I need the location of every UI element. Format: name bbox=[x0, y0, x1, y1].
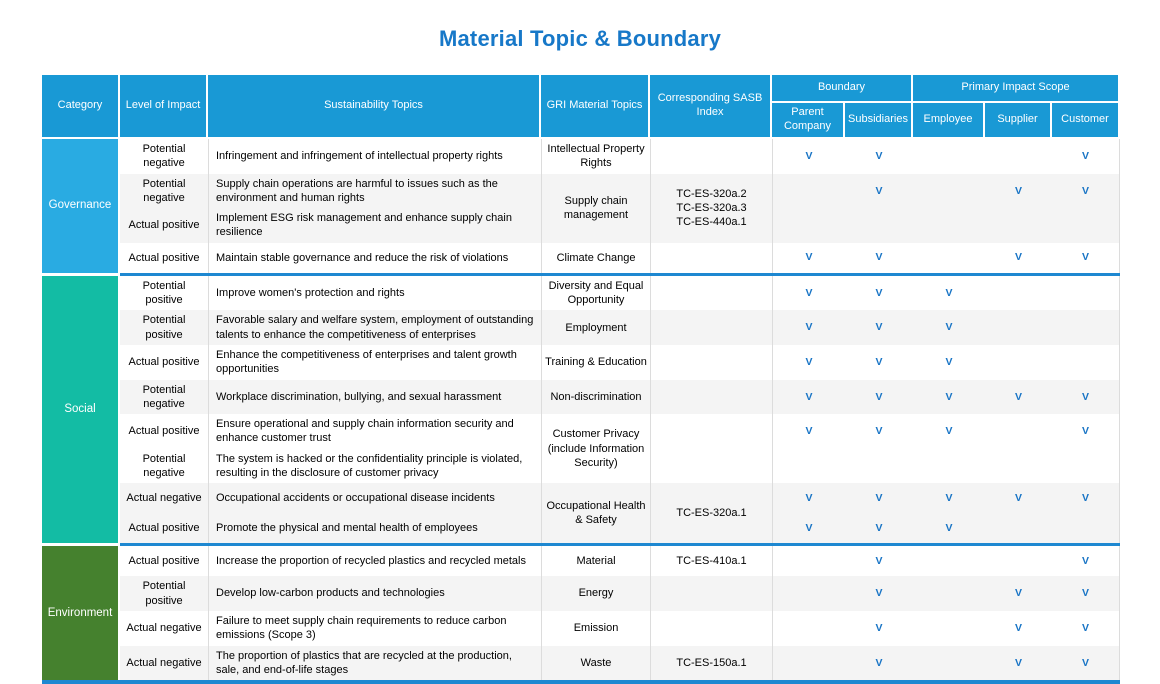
gri-material-topic-cell: Employment bbox=[541, 310, 650, 345]
level-of-impact-cell: Actual positive bbox=[120, 546, 208, 576]
sasb-index-cell bbox=[650, 483, 772, 543]
check-cell-employee bbox=[913, 483, 985, 513]
sasb-index-cell bbox=[650, 243, 772, 273]
table-row bbox=[42, 483, 1120, 513]
sustainability-topic-cell: Maintain stable governance and reduce the risk of violations bbox=[208, 243, 541, 273]
check-mark: V bbox=[875, 321, 883, 334]
sasb-code: TC-ES-440a.1 bbox=[676, 216, 747, 229]
table-row bbox=[42, 174, 1120, 209]
check-cell-subsidiaries bbox=[845, 611, 913, 646]
sustainability-topic-cell: Supply chain operations are harmful to issues such as the environment and human rights bbox=[208, 174, 541, 209]
table-header bbox=[42, 75, 1120, 139]
sasb-code: TC-ES-320a.1 bbox=[676, 507, 747, 520]
check-cell-supplier bbox=[985, 243, 1052, 273]
check-cell-employee bbox=[913, 380, 985, 415]
check-cell-employee bbox=[913, 276, 985, 311]
check-cell-subsidiaries bbox=[845, 208, 913, 243]
check-cell-employee bbox=[913, 139, 985, 174]
level-of-impact-cell: Potential positive bbox=[120, 310, 208, 345]
sasb-index-cell bbox=[650, 611, 772, 646]
check-cell-supplier bbox=[985, 345, 1052, 380]
check-cell-parent-company bbox=[772, 174, 845, 209]
check-mark: V bbox=[1014, 492, 1022, 505]
check-cell-customer bbox=[1052, 611, 1120, 646]
check-cell-customer bbox=[1052, 513, 1120, 543]
check-mark: V bbox=[805, 321, 813, 334]
check-cell-parent-company bbox=[772, 345, 845, 380]
sasb-code: TC-ES-320a.2 bbox=[676, 187, 747, 200]
check-cell-supplier bbox=[985, 546, 1052, 576]
level-of-impact-cell: Actual positive bbox=[120, 414, 208, 449]
check-mark: V bbox=[1014, 621, 1022, 634]
check-cell-employee bbox=[913, 174, 985, 209]
check-cell-subsidiaries bbox=[845, 414, 913, 449]
level-of-impact-cell: Actual positive bbox=[120, 513, 208, 543]
sasb-code: TC-ES-410a.1 bbox=[676, 555, 747, 568]
check-cell-subsidiaries bbox=[845, 576, 913, 611]
check-cell-parent-company bbox=[772, 380, 845, 415]
check-mark: V bbox=[875, 522, 883, 535]
sasb-index-cell bbox=[650, 174, 772, 243]
check-mark: V bbox=[1014, 251, 1022, 264]
check-cell-parent-company bbox=[772, 310, 845, 345]
sasb-index-cell bbox=[650, 576, 772, 611]
check-cell-customer bbox=[1052, 449, 1120, 484]
check-cell-supplier bbox=[985, 576, 1052, 611]
category-cell: Environment bbox=[42, 546, 120, 680]
check-cell-supplier bbox=[985, 449, 1052, 484]
gri-material-topic-cell: Energy bbox=[541, 576, 650, 611]
check-cell-customer bbox=[1052, 310, 1120, 345]
check-cell-subsidiaries bbox=[845, 243, 913, 273]
check-cell-customer bbox=[1052, 276, 1120, 311]
check-cell-supplier bbox=[985, 310, 1052, 345]
gri-material-topic-cell: Intellectual Property Rights bbox=[541, 139, 650, 174]
check-cell-subsidiaries bbox=[845, 380, 913, 415]
check-mark: V bbox=[805, 492, 813, 505]
check-mark: V bbox=[945, 321, 953, 334]
level-of-impact-cell: Actual positive bbox=[120, 345, 208, 380]
check-cell-subsidiaries bbox=[845, 483, 913, 513]
table-row bbox=[42, 276, 1120, 311]
level-of-impact-cell: Actual negative bbox=[120, 646, 208, 681]
check-cell-subsidiaries bbox=[845, 646, 913, 681]
page-title: Material Topic & Boundary bbox=[438, 26, 722, 51]
table-body bbox=[42, 139, 1120, 684]
check-mark: V bbox=[875, 149, 883, 162]
check-mark: V bbox=[1014, 587, 1022, 600]
level-of-impact-cell: Potential negative bbox=[120, 449, 208, 484]
column-header-level-of-impact: Level of Impact bbox=[120, 75, 208, 139]
check-mark: V bbox=[805, 286, 813, 299]
column-header-gri-material-topics: GRI Material Topics bbox=[541, 75, 650, 139]
check-cell-customer bbox=[1052, 414, 1120, 449]
column-group-primary-impact-scope: Primary Impact Scope bbox=[913, 75, 1120, 103]
table-row bbox=[42, 414, 1120, 449]
check-mark: V bbox=[1014, 656, 1022, 669]
check-cell-employee bbox=[913, 513, 985, 543]
check-mark: V bbox=[1082, 251, 1090, 264]
sustainability-topic-cell: Increase the proportion of recycled plastics and recycled metals bbox=[208, 546, 541, 576]
check-mark: V bbox=[805, 355, 813, 368]
check-mark: V bbox=[945, 355, 953, 368]
header-row-groups bbox=[42, 75, 1120, 103]
check-cell-subsidiaries bbox=[845, 513, 913, 543]
check-mark: V bbox=[1014, 184, 1022, 197]
check-cell-supplier bbox=[985, 414, 1052, 449]
check-cell-employee bbox=[913, 414, 985, 449]
column-header-employee: Employee bbox=[913, 103, 985, 139]
check-mark: V bbox=[875, 184, 883, 197]
check-cell-parent-company bbox=[772, 449, 845, 484]
check-mark: V bbox=[805, 251, 813, 264]
gri-material-topic-cell: Waste bbox=[541, 646, 650, 681]
level-of-impact-cell: Potential positive bbox=[120, 576, 208, 611]
sustainability-topic-cell: Failure to meet supply chain requirements to reduce carbon emissions (Scope 3) bbox=[208, 611, 541, 646]
check-mark: V bbox=[1082, 555, 1090, 568]
check-cell-parent-company bbox=[772, 646, 845, 681]
check-cell-supplier bbox=[985, 611, 1052, 646]
level-of-impact-cell: Potential negative bbox=[120, 380, 208, 415]
gri-material-topic-cell: Customer Privacy (include Information Security) bbox=[541, 414, 650, 483]
check-cell-subsidiaries bbox=[845, 449, 913, 484]
check-cell-parent-company bbox=[772, 414, 845, 449]
check-cell-parent-company bbox=[772, 276, 845, 311]
check-cell-customer bbox=[1052, 174, 1120, 209]
sustainability-topic-cell: Implement ESG risk management and enhance supply chain resilience bbox=[208, 208, 541, 243]
check-cell-customer bbox=[1052, 208, 1120, 243]
check-mark: V bbox=[945, 286, 953, 299]
table-row bbox=[42, 646, 1120, 681]
check-mark: V bbox=[875, 587, 883, 600]
level-of-impact-cell: Actual negative bbox=[120, 611, 208, 646]
sasb-index-cell bbox=[650, 414, 772, 483]
gri-material-topic-cell: Training & Education bbox=[541, 345, 650, 380]
sasb-index-cell bbox=[650, 546, 772, 576]
check-cell-parent-company bbox=[772, 513, 845, 543]
check-cell-customer bbox=[1052, 345, 1120, 380]
level-of-impact-cell: Potential negative bbox=[120, 174, 208, 209]
check-cell-supplier bbox=[985, 646, 1052, 681]
check-cell-parent-company bbox=[772, 546, 845, 576]
check-cell-parent-company bbox=[772, 208, 845, 243]
check-mark: V bbox=[1082, 492, 1090, 505]
column-header-parent-company: Parent Company bbox=[772, 103, 845, 139]
table-row bbox=[42, 243, 1120, 273]
check-mark: V bbox=[1014, 390, 1022, 403]
column-header-subsidiaries: Subsidiaries bbox=[845, 103, 913, 139]
check-cell-employee bbox=[913, 546, 985, 576]
check-mark: V bbox=[1082, 184, 1090, 197]
sustainability-topic-cell: Favorable salary and welfare system, employment of outstanding talents to enhance the competitiveness of enterprises bbox=[208, 310, 541, 345]
check-cell-customer bbox=[1052, 576, 1120, 611]
level-of-impact-cell: Actual positive bbox=[120, 208, 208, 243]
gri-material-topic-cell: Diversity and Equal Opportunity bbox=[541, 276, 650, 311]
level-of-impact-cell: Actual positive bbox=[120, 243, 208, 273]
check-cell-parent-company bbox=[772, 139, 845, 174]
check-cell-subsidiaries bbox=[845, 546, 913, 576]
check-mark: V bbox=[1082, 390, 1090, 403]
check-cell-employee bbox=[913, 646, 985, 681]
sasb-index-cell bbox=[650, 139, 772, 174]
check-mark: V bbox=[875, 621, 883, 634]
category-cell: Social bbox=[42, 276, 120, 544]
level-of-impact-cell: Actual negative bbox=[120, 483, 208, 513]
check-mark: V bbox=[875, 555, 883, 568]
sasb-code: TC-ES-150a.1 bbox=[676, 656, 747, 669]
sustainability-topic-cell: Infringement and infringement of intellectual property rights bbox=[208, 139, 541, 174]
sasb-index-cell bbox=[650, 345, 772, 380]
table-row bbox=[42, 310, 1120, 345]
column-header-supplier: Supplier bbox=[985, 103, 1052, 139]
check-cell-employee bbox=[913, 449, 985, 484]
check-mark: V bbox=[945, 425, 953, 438]
gri-material-topic-cell: Emission bbox=[541, 611, 650, 646]
check-mark: V bbox=[1082, 425, 1090, 438]
check-cell-supplier bbox=[985, 483, 1052, 513]
check-cell-subsidiaries bbox=[845, 139, 913, 174]
sustainability-topic-cell: Occupational accidents or occupational disease incidents bbox=[208, 483, 541, 513]
check-cell-customer bbox=[1052, 139, 1120, 174]
check-mark: V bbox=[1082, 656, 1090, 669]
check-cell-employee bbox=[913, 208, 985, 243]
sasb-index-cell bbox=[650, 380, 772, 415]
sustainability-topic-cell: Ensure operational and supply chain information security and enhance customer trust bbox=[208, 414, 541, 449]
table-row bbox=[42, 139, 1120, 174]
check-cell-supplier bbox=[985, 380, 1052, 415]
check-cell-customer bbox=[1052, 546, 1120, 576]
check-mark: V bbox=[805, 425, 813, 438]
check-cell-employee bbox=[913, 576, 985, 611]
sasb-code: TC-ES-320a.3 bbox=[676, 202, 747, 215]
check-mark: V bbox=[875, 425, 883, 438]
sustainability-topic-cell: Workplace discrimination, bullying, and sexual harassment bbox=[208, 380, 541, 415]
check-mark: V bbox=[1082, 621, 1090, 634]
check-cell-supplier bbox=[985, 513, 1052, 543]
gri-material-topic-cell: Non-discrimination bbox=[541, 380, 650, 415]
check-mark: V bbox=[875, 390, 883, 403]
check-cell-customer bbox=[1052, 243, 1120, 273]
check-cell-subsidiaries bbox=[845, 310, 913, 345]
category-cell: Governance bbox=[42, 139, 120, 273]
table-row bbox=[42, 546, 1120, 576]
check-mark: V bbox=[1082, 149, 1090, 162]
check-cell-customer bbox=[1052, 483, 1120, 513]
check-cell-supplier bbox=[985, 139, 1052, 174]
check-mark: V bbox=[805, 390, 813, 403]
check-cell-supplier bbox=[985, 174, 1052, 209]
check-cell-parent-company bbox=[772, 243, 845, 273]
column-header-sasb-index: Corresponding SASB Index bbox=[650, 75, 772, 139]
sustainability-topic-cell: Develop low-carbon products and technologies bbox=[208, 576, 541, 611]
check-cell-customer bbox=[1052, 646, 1120, 681]
column-header-category: Category bbox=[42, 75, 120, 139]
material-topic-table bbox=[42, 75, 1120, 684]
check-cell-parent-company bbox=[772, 576, 845, 611]
table-row bbox=[42, 345, 1120, 380]
check-mark: V bbox=[805, 522, 813, 535]
check-mark: V bbox=[875, 286, 883, 299]
check-mark: V bbox=[875, 656, 883, 669]
table-row bbox=[42, 611, 1120, 646]
level-of-impact-cell: Potential negative bbox=[120, 139, 208, 174]
check-mark: V bbox=[875, 492, 883, 505]
check-cell-employee bbox=[913, 345, 985, 380]
check-cell-supplier bbox=[985, 276, 1052, 311]
sustainability-topic-cell: Improve women's protection and rights bbox=[208, 276, 541, 311]
sustainability-topic-cell: The proportion of plastics that are recycled at the production, sale, and end-of-life stages bbox=[208, 646, 541, 681]
check-mark: V bbox=[1082, 587, 1090, 600]
column-header-customer: Customer bbox=[1052, 103, 1120, 139]
check-cell-parent-company bbox=[772, 611, 845, 646]
check-mark: V bbox=[945, 492, 953, 505]
gri-material-topic-cell: Occupational Health & Safety bbox=[541, 483, 650, 543]
check-cell-employee bbox=[913, 611, 985, 646]
check-cell-employee bbox=[913, 310, 985, 345]
gri-material-topic-cell: Climate Change bbox=[541, 243, 650, 273]
sasb-index-cell bbox=[650, 276, 772, 311]
table-row bbox=[42, 380, 1120, 415]
check-cell-subsidiaries bbox=[845, 174, 913, 209]
bottom-border-line bbox=[42, 680, 1120, 684]
level-of-impact-cell: Potential positive bbox=[120, 276, 208, 311]
check-mark: V bbox=[805, 149, 813, 162]
check-cell-subsidiaries bbox=[845, 276, 913, 311]
gri-material-topic-cell: Supply chain management bbox=[541, 174, 650, 243]
check-mark: V bbox=[945, 390, 953, 403]
check-cell-supplier bbox=[985, 208, 1052, 243]
table-bottom-border bbox=[42, 680, 1120, 684]
check-cell-subsidiaries bbox=[845, 345, 913, 380]
check-cell-parent-company bbox=[772, 483, 845, 513]
check-cell-employee bbox=[913, 243, 985, 273]
sasb-index-cell bbox=[650, 646, 772, 681]
gri-material-topic-cell: Material bbox=[541, 546, 650, 576]
check-mark: V bbox=[875, 355, 883, 368]
sasb-index-cell bbox=[650, 310, 772, 345]
sustainability-topic-cell: The system is hacked or the confidentiality principle is violated, resulting in the disclosure of customer privacy bbox=[208, 449, 541, 484]
column-group-boundary: Boundary bbox=[772, 75, 913, 103]
column-header-sustainability-topics: Sustainability Topics bbox=[208, 75, 541, 139]
sustainability-topic-cell: Enhance the competitiveness of enterprises and talent growth opportunities bbox=[208, 345, 541, 380]
sustainability-topic-cell: Promote the physical and mental health of employees bbox=[208, 513, 541, 543]
table-row bbox=[42, 576, 1120, 611]
check-mark: V bbox=[875, 251, 883, 264]
check-cell-customer bbox=[1052, 380, 1120, 415]
check-mark: V bbox=[945, 522, 953, 535]
